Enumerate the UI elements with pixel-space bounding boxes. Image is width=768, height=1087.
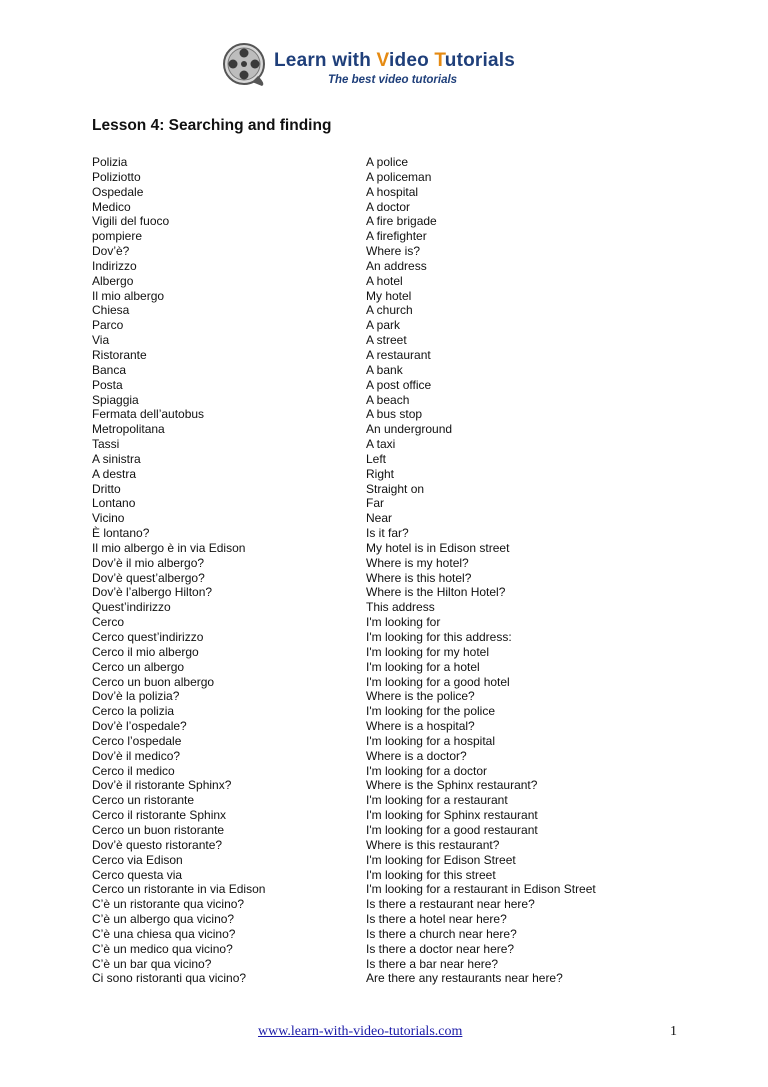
english-translation: A bank [366,362,403,377]
vocab-row [92,303,652,318]
lesson-title: Lesson 4: Searching and finding [92,117,332,134]
italian-term: Posta [92,377,123,392]
english-translation: A street [366,333,407,348]
vocab-row [92,274,652,289]
vocab-row [92,214,652,229]
english-translation: Where is the police? [366,689,475,704]
vocab-row [92,823,652,838]
vocab-row [92,942,652,957]
english-translation: I'm looking for a good restaurant [366,822,538,837]
italian-term: Il mio albergo è in via Edison [92,540,246,555]
italian-term: Dov’è il ristorante Sphinx? [92,778,232,793]
italian-term: A sinistra [92,451,141,466]
italian-term: C’è una chiesa qua vicino? [92,926,236,941]
english-translation: A church [366,303,413,318]
english-translation: Is there a restaurant near here? [366,897,535,912]
vocab-row [92,897,652,912]
italian-term: Indirizzo [92,258,137,273]
italian-term: Cerco la polizia [92,704,175,719]
vocab-row [92,704,652,719]
italian-term: Dritto [92,481,121,496]
italian-term: pompiere [92,229,143,244]
italian-term: Cerco [92,615,125,630]
brand-subtitle: The best video tutorials [328,74,458,86]
english-translation: A restaurant [366,347,431,362]
english-translation: Where is a doctor? [366,748,467,763]
italian-term: Cerco l’ospedale [92,733,182,748]
italian-term: Cerco il medico [92,763,175,778]
vocab-row [92,912,652,927]
italian-term: Dov’è il mio albergo? [92,555,205,570]
italian-term: Dov’è questo ristorante? [92,837,223,852]
vocab-row [92,630,652,645]
italian-term: Cerco questa via [92,867,183,882]
english-translation: I'm looking for a restaurant [366,793,508,808]
vocab-row [92,585,652,600]
vocab-row [92,675,652,690]
vocab-row [92,868,652,883]
vocab-row [92,749,652,764]
english-translation: My hotel [366,288,412,303]
english-translation: This address [366,600,435,615]
italian-term: Cerco un buon ristorante [92,822,225,837]
vocab-row [92,200,652,215]
vocab-row [92,185,652,200]
italian-term: Polizia [92,155,128,169]
english-translation: Where is this hotel? [366,570,472,585]
italian-term: Cerco un ristorante [92,793,195,808]
english-translation: Are there any restaurants near here? [366,971,563,986]
italian-term: Cerco un buon albergo [92,674,215,689]
italian-term: Poliziotto [92,169,141,184]
english-translation: I'm looking for this address: [366,630,512,644]
vocab-row [92,764,652,779]
italian-term: Cerco un ristorante in via Edison [92,882,266,897]
vocab-row [92,600,652,615]
vocab-row [92,734,652,749]
vocab-row [92,407,652,422]
vocab-row [92,155,652,170]
italian-term: Metropolitana [92,422,165,437]
page-number: 1 [670,1024,677,1039]
italian-term: Tassi [92,437,120,452]
english-translation: Where is? [366,244,421,259]
english-translation: Where is the Hilton Hotel? [366,585,506,600]
english-translation: I'm looking for this street [366,867,496,882]
italian-term: È lontano? [92,526,150,541]
italian-term: A destra [92,466,137,481]
vocab-row [92,393,652,408]
english-translation: An underground [366,422,453,437]
footer-website-link[interactable]: www.learn-with-video-tutorials.com [258,1024,463,1039]
vocab-row [92,689,652,704]
italian-term: Fermata dell’autobus [92,407,205,422]
vocab-row [92,808,652,823]
vocab-row [92,467,652,482]
english-translation: Far [366,496,384,511]
vocab-row [92,318,652,333]
english-translation: A bus stop [366,407,423,422]
italian-term: Cerco quest’indirizzo [92,630,204,644]
english-translation: Right [366,466,395,481]
italian-term: C’è un medico qua vicino? [92,941,233,956]
italian-term: Ospedale [92,184,144,199]
italian-term: Dov’è? [92,244,130,259]
english-translation: I'm looking for a hotel [366,659,480,674]
english-translation: Is it far? [366,526,409,541]
vocab-row [92,571,652,586]
english-translation: I'm looking for a restaurant in Edison Street [366,882,596,897]
italian-term: Dov’è la polizia? [92,689,180,704]
italian-term: Chiesa [92,303,130,318]
italian-term: Il mio albergo [92,288,165,303]
english-translation: Where is a hospital? [366,719,475,734]
english-translation: I'm looking for Edison Street [366,852,516,867]
italian-term: Vigili del fuoco [92,214,170,229]
vocab-row [92,838,652,853]
english-translation: A hospital [366,184,419,199]
italian-term: Medico [92,199,131,214]
italian-term: Dov’è l’albergo Hilton? [92,585,213,600]
italian-term: Spiaggia [92,392,139,407]
site-logo [222,42,552,98]
vocab-row [92,927,652,942]
vocab-row [92,853,652,868]
english-translation: I'm looking for a doctor [366,763,488,778]
english-translation: I'm looking for a good hotel [366,674,510,689]
vocab-row [92,289,652,304]
brand-title: Learn with Video Tutorials [274,50,516,71]
vocab-row [92,170,652,185]
vocab-row [92,615,652,630]
vocab-row [92,645,652,660]
italian-term: Cerco un albergo [92,659,185,674]
english-translation: A firefighter [366,229,427,244]
vocab-row [92,778,652,793]
english-translation: A taxi [366,437,396,452]
english-translation: I'm looking for a hospital [366,733,496,748]
english-translation: A police [366,155,409,169]
english-translation: Near [366,511,393,526]
film-reel-icon [222,42,266,86]
english-translation: An address [366,258,427,273]
italian-term: Quest’indirizzo [92,600,171,615]
vocab-row [92,244,652,259]
english-translation: Where is the Sphinx restaurant? [366,778,538,793]
vocab-row [92,452,652,467]
vocab-row [92,482,652,497]
italian-term: Dov’è quest’albergo? [92,570,205,585]
italian-term: Cerco via Edison [92,852,183,867]
vocab-row [92,719,652,734]
english-translation: A policeman [366,169,432,184]
english-translation: I'm looking for the police [366,704,496,719]
vocab-row [92,496,652,511]
english-translation: A park [366,318,401,333]
vocab-row [92,882,652,897]
english-translation: Where is this restaurant? [366,837,500,852]
vocab-row [92,259,652,274]
english-translation: A fire brigade [366,214,437,229]
vocab-row [92,660,652,675]
english-translation: A post office [366,377,432,392]
vocabulary-list [92,155,652,986]
vocab-row [92,422,652,437]
vocab-row [92,333,652,348]
english-translation: I'm looking for [366,615,441,630]
english-translation: My hotel is in Edison street [366,540,510,555]
italian-term: Via [92,333,110,348]
vocab-row [92,229,652,244]
italian-term: Vicino [92,511,125,526]
english-translation: I'm looking for my hotel [366,644,490,659]
english-translation: Is there a doctor near here? [366,941,515,956]
italian-term: Ci sono ristoranti qua vicino? [92,971,247,986]
vocab-row [92,348,652,363]
vocab-row [92,526,652,541]
italian-term: Cerco il mio albergo [92,644,199,659]
english-translation: Is there a hotel near here? [366,912,507,927]
italian-term: Ristorante [92,347,147,362]
english-translation: A beach [366,392,410,407]
italian-term: C’è un bar qua vicino? [92,956,212,971]
italian-term: Dov’è l’ospedale? [92,719,187,734]
vocab-row [92,971,652,986]
italian-term: Dov’è il medico? [92,748,181,763]
italian-term: Lontano [92,496,136,511]
italian-term: Albergo [92,273,134,288]
english-translation: I'm looking for Sphinx restaurant [366,808,538,823]
vocab-row [92,511,652,526]
italian-term: C’è un albergo qua vicino? [92,912,235,927]
english-translation: Straight on [366,481,425,496]
italian-term: Cerco il ristorante Sphinx [92,808,227,823]
english-translation: A doctor [366,199,411,214]
vocab-row [92,793,652,808]
vocab-row [92,957,652,972]
english-translation: A hotel [366,273,403,288]
vocab-row [92,541,652,556]
italian-term: C’è un ristorante qua vicino? [92,897,245,912]
english-translation: Where is my hotel? [366,555,469,570]
italian-term: Parco [92,318,124,333]
english-translation: Is there a bar near here? [366,956,499,971]
vocab-row [92,556,652,571]
vocab-row [92,437,652,452]
vocab-row [92,378,652,393]
english-translation: Left [366,451,387,466]
english-translation: Is there a church near here? [366,926,517,941]
vocab-row [92,363,652,378]
italian-term: Banca [92,362,127,377]
